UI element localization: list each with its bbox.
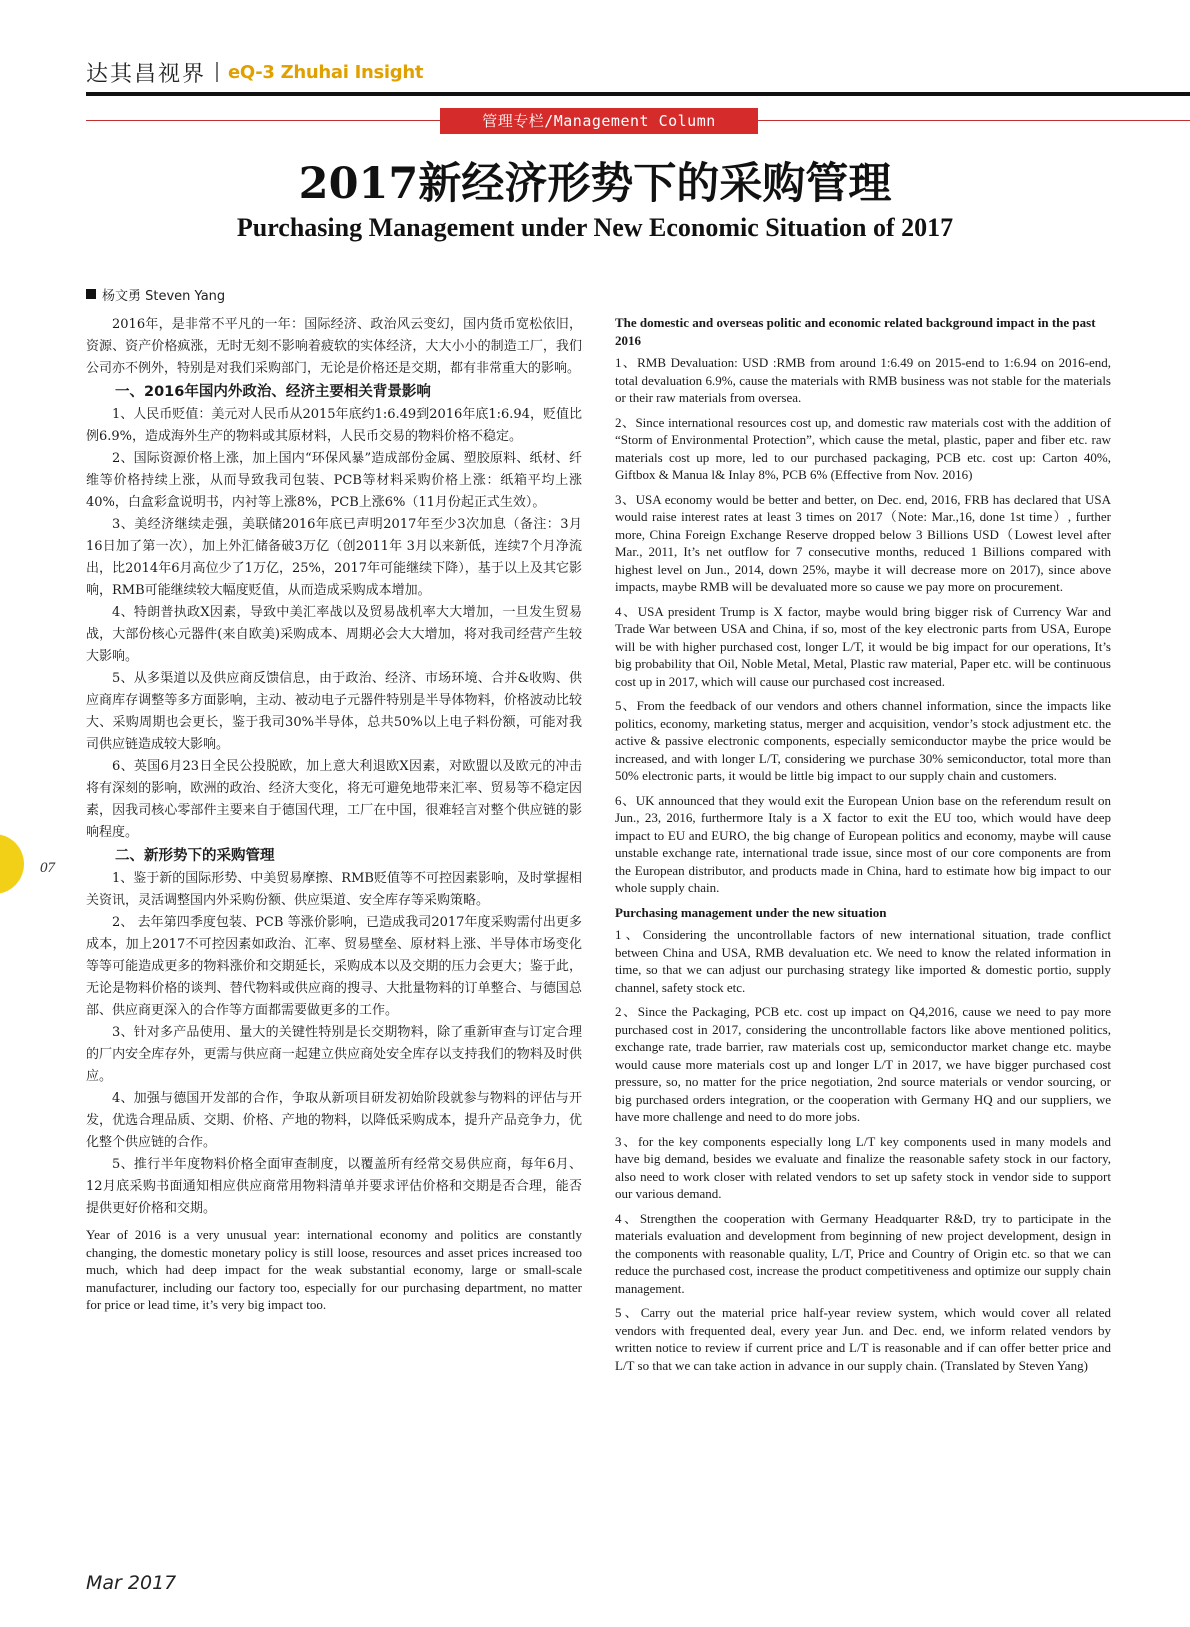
- page-tab-marker: [0, 834, 24, 894]
- section2-heading-en: Purchasing management under the new situation: [615, 904, 887, 920]
- section1-item-en: 3、USA economy would be better and better, on Dec. end, 2016, FRB has declared that USA would raise interest rates at least 3 times on 2017（Note: Mar.,16, done 1st time）, further more, China Foreign Exchange Reserve dropped below 3 Billions USD（Lowest level after Mar., 2011, It’s net outflow for 7 consecutive months, reduced 1 Billions compared with highest level on Jun., 2014, down 25%, maybe it will decrease more on 2017), since above impacts, maybe RMB will be devaluated more so cause we pay more on procurement.: [615, 491, 1111, 594]
- section1-item-cn: 4、特朗普执政X因素，导致中美汇率战以及贸易战机率大大增加，一旦发生贸易战，大部份核心元器件(来自欧美)采购成本、周期必会大大增加，将对我司经营产生较大影响。: [86, 605, 582, 664]
- section2-item-cn: 2、 去年第四季度包装、PCB 等涨价影响，已造成我司2017年度采购需付出更多成本，加上2017不可控因素如政治、汇率、贸易壁垒、原材料上涨、半导体市场变化等等可能造成更多的物料涨价和交期延长，采购成本以及交期的压力会更大；鉴于此，无论是物料价格的谈判、替代物料或供应商的搜寻、大批量物料的订单整合、与德国总部、供应商更深入的合作等方面都需要做更多的工作。: [86, 915, 582, 1018]
- issue-date: Mar 2017: [86, 1572, 177, 1594]
- section1-heading-cn: 一、2016年国内外政治、经济主要相关背景影响: [115, 384, 431, 400]
- section2-heading-cn: 二、新形势下的采购管理: [115, 848, 275, 864]
- header-rule: [86, 92, 1190, 96]
- section2-item-en: 5、Carry out the material price half-year review system, which would cover all related vendors with frequented deal, every year Jun. and Dec. end, we inform related vendors by written notice to review if current price and L/T is reasonable and if can offer better price and L/T so that we can take action in advance in our supply chain. (Translated by Steven Yang): [615, 1305, 1111, 1373]
- square-bullet-icon: [86, 289, 96, 299]
- section1-item-cn: 2、国际资源价格上涨，加上国内“环保风暴”造成部份金属、塑胶原料、纸材、纤维等价格持续上涨，从而导致我司包装、PCB等材料采购价格上涨：纸箱平均上涨40%，白盒彩盒说明书，内衬等上涨8%，PCB上涨6%（11月份起正式生效）。: [86, 451, 582, 510]
- article-title-cn: 2017新经济形势下的采购管理: [298, 159, 892, 209]
- brand-cn: 达其昌视界: [86, 61, 207, 87]
- intro-cn: 2016年，是非常不平凡的一年：国际经济、政治风云变幻，国内货币宽松依旧，资源、资产价格疯涨，无时无刻不影响着疲软的实体经济，大大小小的制造工厂，我们公司亦不例外，特别是对我们采购部门，无论是价格还是交期，都有非常重大的影响。: [86, 317, 582, 376]
- section1-heading-en: The domestic and overseas politic and economic related background impact in the past 2016: [615, 315, 1096, 348]
- section1-item-en: 1、RMB Devaluation: USD :RMB from around 1:6.49 on 2015-end to 1:6.94 on 2016-end, total devaluation 6.9%, cause the materials with RMB business was not stable for the materials or their raw materials from oversea.: [615, 355, 1111, 405]
- section2-item-cn: 3、针对多产品使用、量大的关键性特别是长交期物料，除了重新审查与订定合理的厂内安全库存外，更需与供应商一起建立供应商处安全库存以支持我们的物料及时供应。: [86, 1025, 582, 1084]
- section2-item-cn: 1、鉴于新的国际形势、中美贸易摩擦、RMB贬值等不可控因素影响，及时掌握相关资讯，灵活调整国内外采购份额、供应渠道、安全库存等采购策略。: [86, 871, 582, 908]
- column-label: 管理专栏/Management Column: [440, 108, 758, 134]
- author-name: 杨文勇 Steven Yang: [102, 288, 226, 304]
- section2-item-en: 1、Considering the uncontrollable factors of new international situation, trade conflict between China and USA, RMB devaluation etc. We need to know the related information in time, so that we can adjust our purchasing strategy like imported & domestic portio, supply channel, safety stock etc.: [615, 927, 1111, 995]
- section2-item-cn: 4、加强与德国开发部的合作，争取从新项目研发初始阶段就参与物料的评估与开发，优选合理品质、交期、价格、产地的物料，以降低采购成本，提升产品竞争力，优化整个供应链的合作。: [86, 1091, 582, 1150]
- section1-item-en: 2、Since international resources cost up, and domestic raw materials cost with the addition of “Storm of Environmental Protection”, which cause the metal, plastic, paper and fiber etc. raw materials cost up more, led to our purchased packaging, PCB etc. cost up: Carton 40%, Giftbox & Manua l& Inlay 8%, PCB 6% (Effective from Nov. 2016): [615, 414, 1111, 482]
- left-column: [86, 314, 582, 1564]
- author-line: [86, 283, 225, 305]
- section1-item-cn: 3、美经济继续走强，美联储2016年底已声明2017年至少3次加息（备注：3月16日加了第一次），加上外汇储备破3万亿（创2011年 3月以来新低，连续7个月净流出，比2014年6月高位少了1万亿，25%，2017年可能继续下降），基于以上及其它影响，RMB可能继续较大幅度贬值，从而造成采购成本增加。: [86, 517, 582, 598]
- section2-item-cn: 5、推行半年度物料价格全面审查制度，以覆盖所有经常交易供应商，每年6月、12月底采购书面通知相应供应商常用物料清单并要求评估价格和交期是否合理，能否提供更好价格和交期。: [86, 1157, 582, 1216]
- section1-item-en: 4、USA president Trump is X factor, maybe would bring bigger risk of Currency War and Trade War between USA and China, if so, most of the key electronic parts from USA, Europe will be with higher purchased cost, longer L/T, it would be big impact for our operations, It’s big probability that Oil, Noble Metal, Metal, Plastic raw material, Paper etc. will be continuous cost up in 2017, which will cause our purchased cost increased.: [615, 603, 1111, 689]
- section1-item-cn: 1、人民币贬值：美元对人民币从2015年底约1:6.49到2016年底1:6.94，贬值比例6.9%，造成海外生产的物料或其原材料，人民币交易的物料价格不稳定。: [86, 407, 582, 444]
- section1-item-cn: 5、从多渠道以及供应商反馈信息，由于政治、经济、市场环境、合并&收购、供应商库存调整等多方面影响，主动、被动电子元器件特别是半导体物料，价格波动比较大、采购周期也会更长，鉴于我司30%半导体，总共50%以上电子料份额，可能对我司供应链造成较大影响。: [86, 671, 582, 752]
- section2-item-en: 4、Strengthen the cooperation with Germany Headquarter R&D, try to participate in the materials evaluation and development from beginning of new project development, design in the components with reasonable quality, L/T, Price and Country of Origin etc. so that we can reduce the purchased cost, increase the product competitiveness and optimize our supply chain management.: [615, 1210, 1111, 1296]
- right-column: [615, 314, 1111, 1554]
- section2-item-en: 3、for the key components especially long L/T key components used in many models and have big demand, besides we evaluate and finalize the reasonable safety stock in our factory, also need to work closer with related vendors to set up safety stock in vendor side to support our various demand.: [615, 1133, 1111, 1201]
- section1-item-en: 5、From the feedback of our vendors and others channel information, since the impacts like politics, economy, marketing status, merger and acquisition, vendor’s stock adjustment etc. the active & passive electronic components, especially semiconductor maybe the price would be increased, and with longer L/T, considering we purchase 30% semiconductor, total more than 50% electronic parts, it would be little big impact to our supply chain and customers.: [615, 698, 1111, 783]
- masthead: [86, 54, 423, 90]
- section1-item-en: 6、UK announced that they would exit the European Union base on the referendum result on Jun., 23, 2016, furthermore Italy is a X factor to exit the EU too, which would have deep impact to EU and EURO, the big change of European politics and economy, maybe will cause unstable exchange rate, international trade issue, since most of our core components are from the European distributor, and products made in China, hard to estimate how big impact to our whole supply chain.: [615, 792, 1111, 895]
- section1-item-cn: 6、英国6月23日全民公投脱欧，加上意大利退欧X因素，对欧盟以及欧元的冲击将有深刻的影响，欧洲的政治、经济大变化，将无可避免地带来汇率、贸易等不稳定因素，因我司核心零部件主要来自于德国代理，工厂在中国，很难轻言对整个供应链的影响程度。: [86, 759, 582, 840]
- section2-item-en: 2、Since the Packaging, PCB etc. cost up impact on Q4,2016, cause we need to pay more purchased cost in 2017, considering the uncontrollable factors like above mentioned politics, exchange rate, trade barrier, raw materials cost up, semiconductor market change etc. maybe would cause more materials cost up and longer L/T in 2017, we have bigger purchased cost pressure, so, no matter for the price negotiation, 2nd source materials or vendor sourcing, or big purchased orders integration, or the cooperation with Germany HQ and our suppliers, we have more challenge and need to do more jobs.: [615, 1004, 1111, 1124]
- page-number: 07: [40, 860, 55, 876]
- brand-separator: [216, 62, 218, 82]
- intro-en: Year of 2016 is a very unusual year: international economy and politics are constantly changing, the domestic monetary policy is still loose, resources and asset prices increased too much, which had deep impact for the weak substantial economy, large or small-scale manufacturer, including our factory too, especially for our purchasing department, no matter for price or lead time, it’s very big impact too.: [86, 1227, 582, 1312]
- article-title-en: Purchasing Management under New Economic Situation of 2017: [236, 213, 954, 242]
- brand-en: eQ-3 Zhuhai Insight: [228, 61, 424, 83]
